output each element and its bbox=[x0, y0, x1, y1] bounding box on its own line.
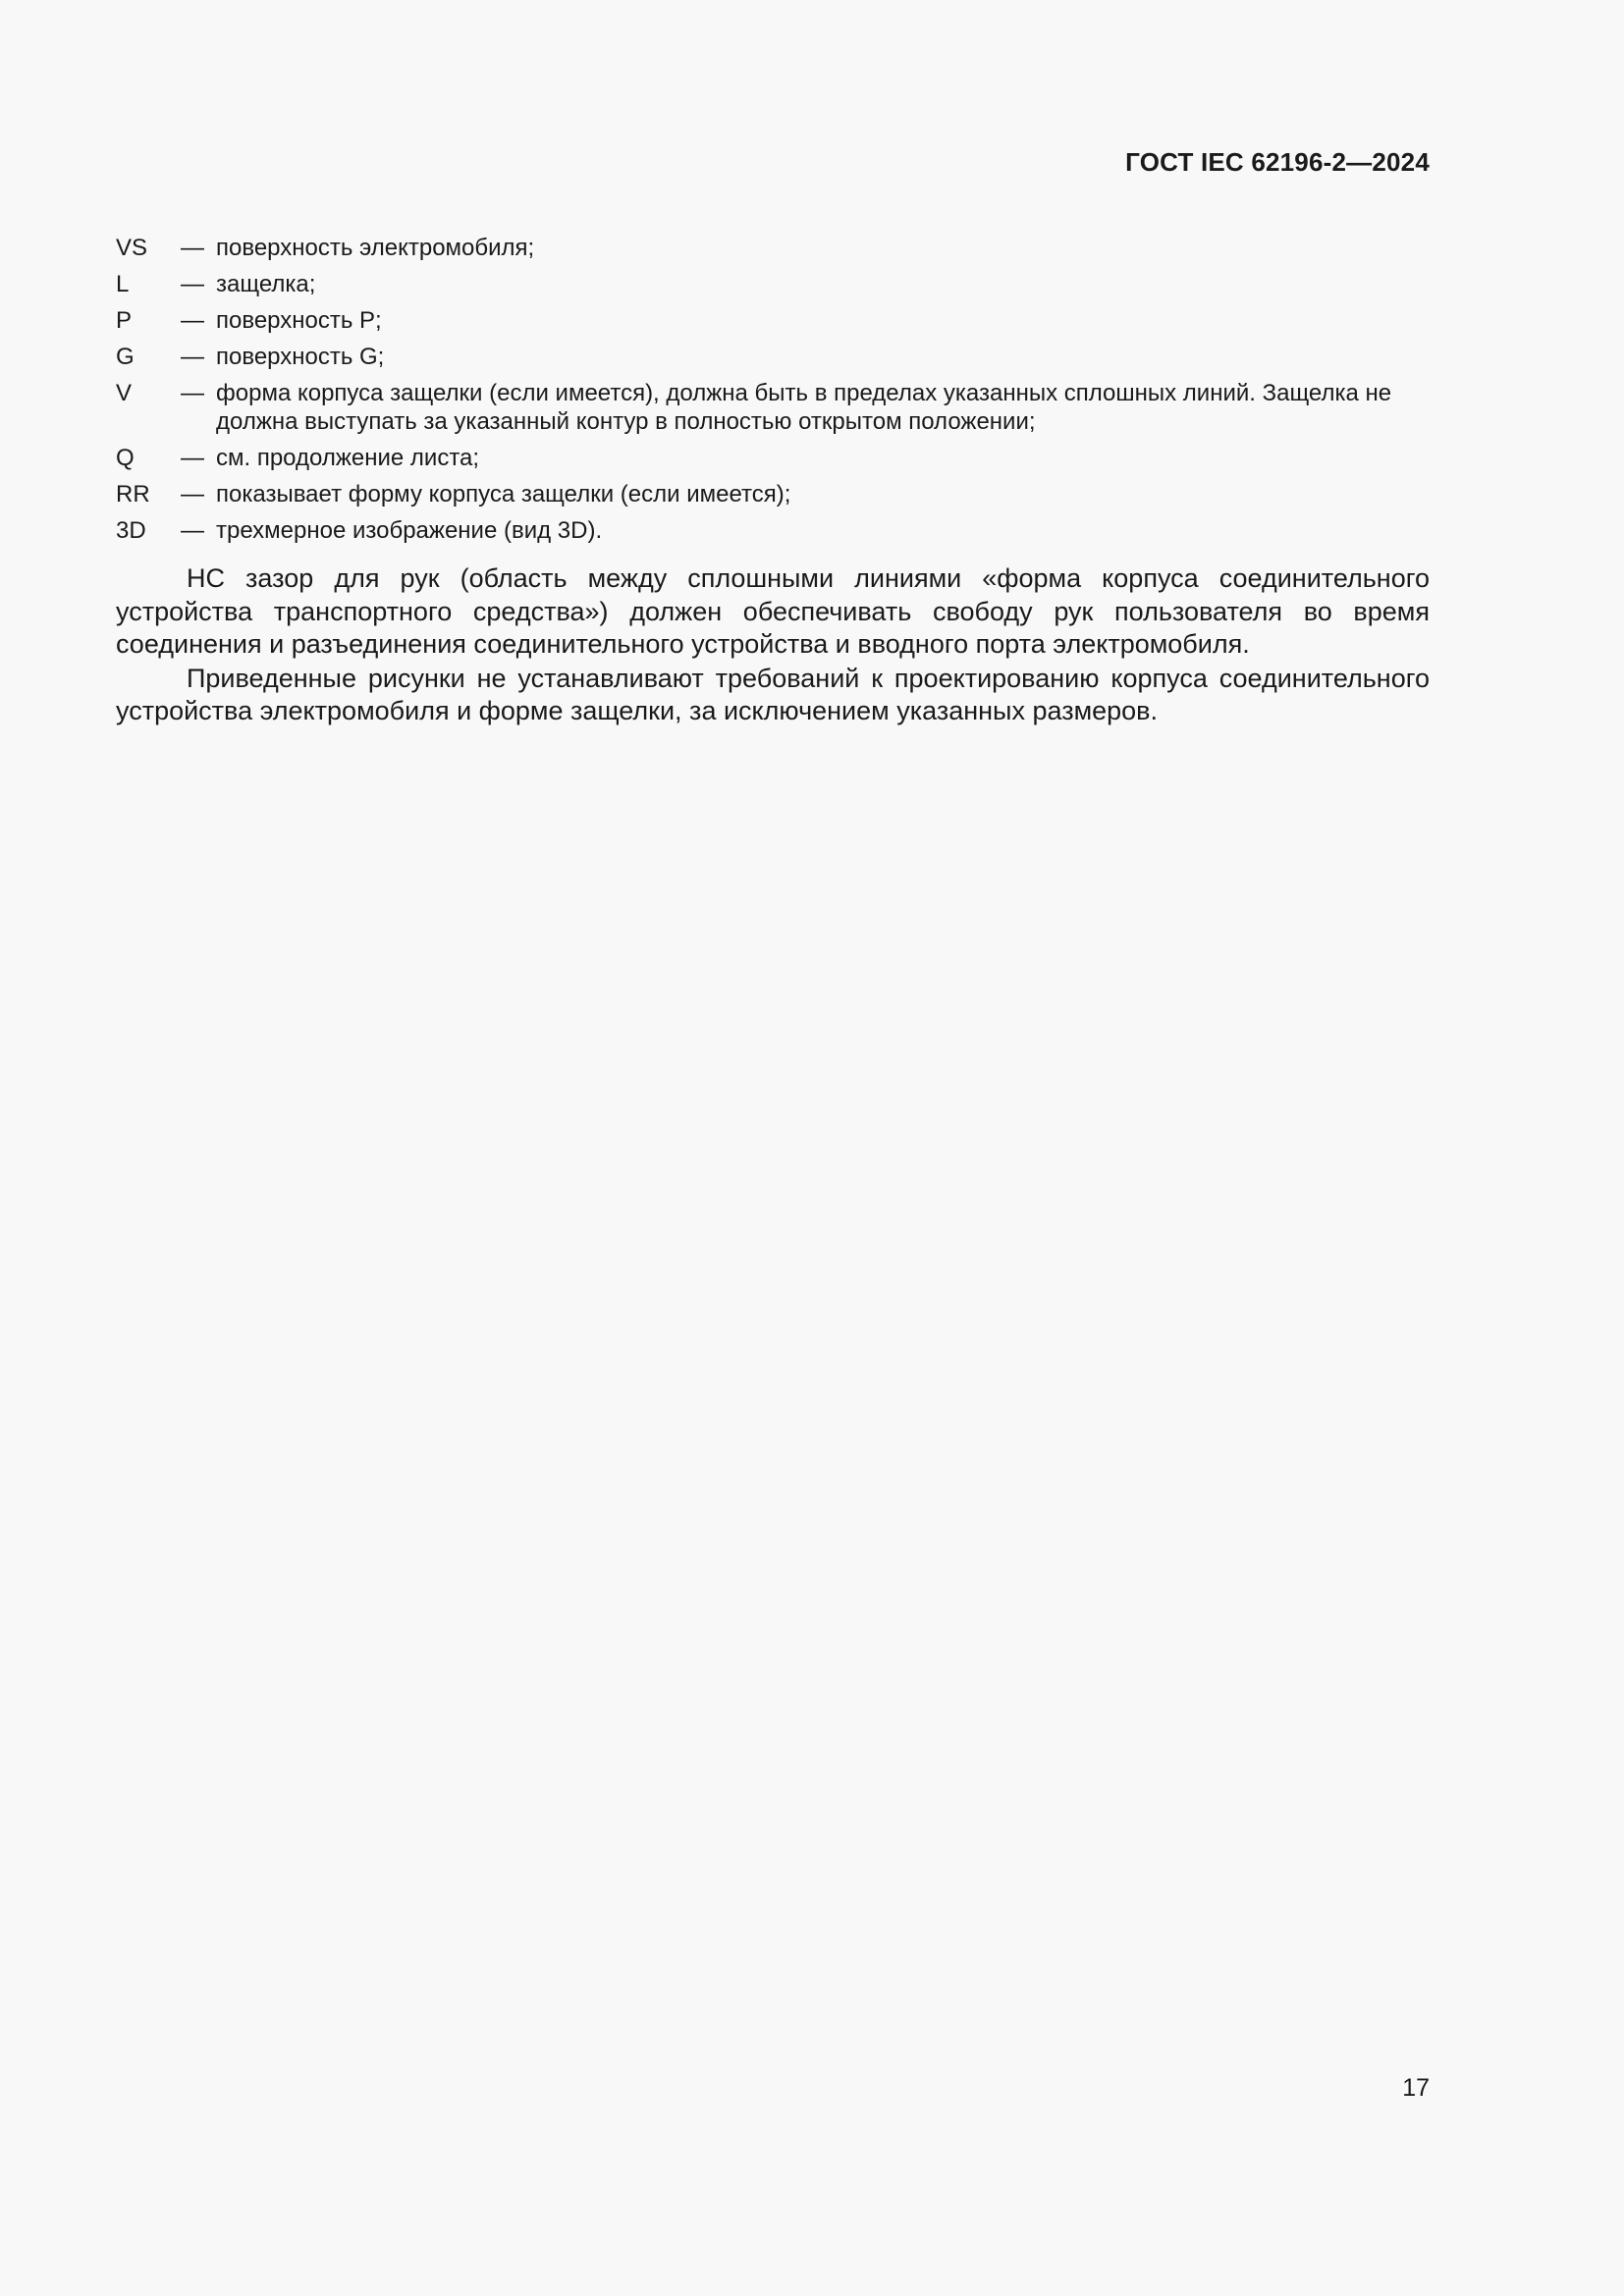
legend-dash: — bbox=[181, 271, 204, 297]
figure-legend bbox=[116, 234, 1432, 553]
legend-item bbox=[116, 444, 1432, 472]
legend-text: поверхность P; bbox=[216, 307, 382, 334]
legend-key: 3D bbox=[116, 517, 146, 544]
legend-key: RR bbox=[116, 481, 150, 507]
legend-item bbox=[116, 516, 1432, 545]
legend-text: поверхность G; bbox=[216, 344, 385, 370]
legend-key: VS bbox=[116, 235, 148, 261]
legend-text: защелка; bbox=[216, 271, 316, 297]
legend-key: V bbox=[116, 380, 133, 406]
legend-item bbox=[116, 379, 1432, 436]
legend-dash: — bbox=[181, 380, 204, 406]
legend-dash: — bbox=[181, 235, 204, 261]
legend-dash: — bbox=[181, 445, 204, 471]
legend-dash: — bbox=[181, 517, 204, 544]
legend-item bbox=[116, 306, 1432, 335]
legend-dash: — bbox=[181, 481, 204, 507]
legend-item bbox=[116, 480, 1432, 508]
legend-text: трехмерное изображение (вид 3D). bbox=[216, 517, 603, 544]
legend-key: P bbox=[116, 307, 133, 334]
legend-item bbox=[116, 343, 1432, 371]
legend-dash: — bbox=[181, 307, 204, 334]
legend-key: L bbox=[116, 271, 130, 297]
legend-key: Q bbox=[116, 445, 135, 471]
legend-item bbox=[116, 270, 1432, 298]
page-number: 17 bbox=[1402, 2074, 1430, 2102]
legend-dash: — bbox=[181, 344, 204, 370]
document-header: ГОСТ IEC 62196-2—2024 bbox=[1125, 147, 1430, 177]
paragraph-hand-clearance: HC зазор для рук (область между сплошными линиями «форма корпуса соединительного устройства транспортного средства») должен обеспечивать свободу рук пользователя во время соединения и разъединения соединительного устройства и вводного порта электромобиля. bbox=[116, 563, 1430, 659]
legend-item bbox=[116, 234, 1432, 262]
legend-text: поверхность электромобиля; bbox=[216, 235, 535, 261]
body-text bbox=[116, 562, 1430, 729]
legend-text: см. продолжение листа; bbox=[216, 445, 480, 471]
paragraph-figure-note: Приведенные рисунки не устанавливают требований к проектированию корпуса соединительного устройства электромобиля и форме защелки, за исключением указанных размеров. bbox=[116, 663, 1430, 725]
legend-text: показывает форму корпуса защелки (если имеется); bbox=[216, 481, 791, 507]
legend-key: G bbox=[116, 344, 135, 370]
legend-text: форма корпуса защелки (если имеется), должна быть в пределах указанных сплошных линий. Защелка не должна выступать за указанный контур в полностью открытом положении; bbox=[216, 380, 1392, 435]
